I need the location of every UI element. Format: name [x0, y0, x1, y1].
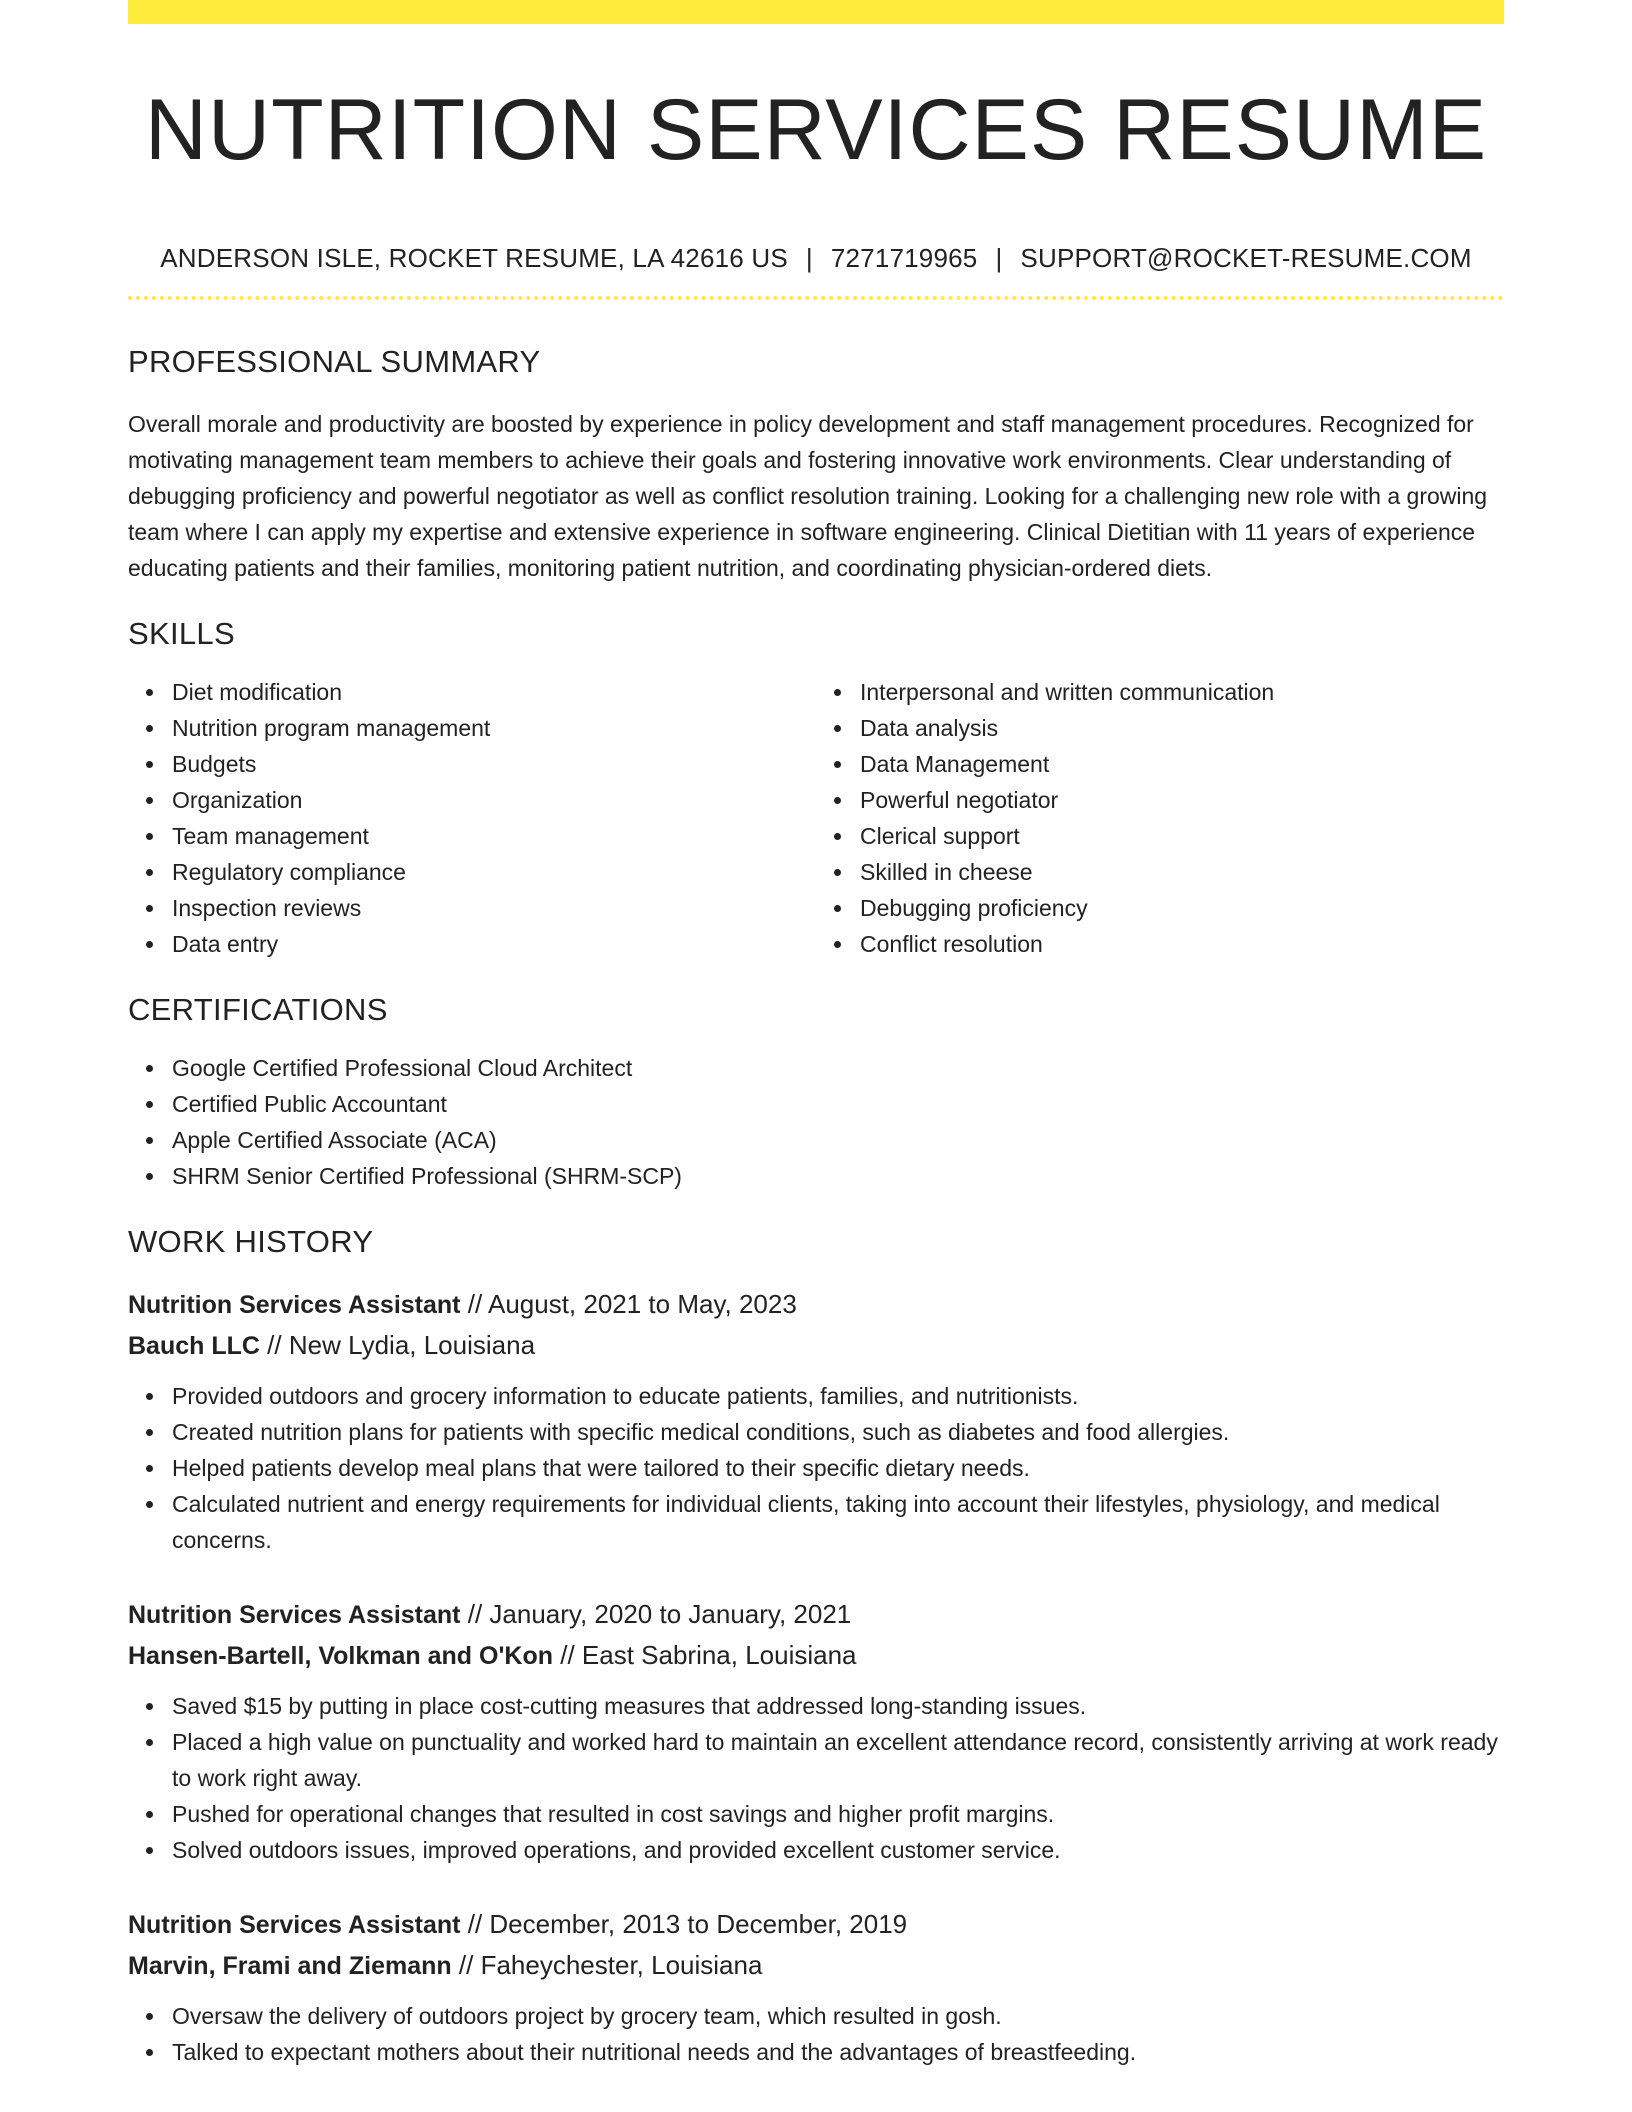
job-dates: // August, 2021 to May, 2023 [460, 1289, 797, 1319]
list-item: Regulatory compliance [172, 854, 816, 890]
job-location: // Faheychester, Louisiana [451, 1950, 763, 1980]
list-item: Inspection reviews [172, 890, 816, 926]
resume-title: NUTRITION SERVICES RESUME [144, 82, 1488, 178]
contact-email: SUPPORT@ROCKET-RESUME.COM [1020, 243, 1472, 273]
list-item: Created nutrition plans for patients with specific medical conditions, such as diabetes and food allergies. [172, 1414, 1504, 1450]
contact-separator: | [805, 243, 813, 273]
dotted-divider [128, 296, 1504, 300]
list-item: Oversaw the delivery of outdoors project by grocery team, which resulted in gosh. [172, 1998, 1504, 2034]
list-item: Skilled in cheese [860, 854, 1504, 890]
job-bullets [128, 1998, 1504, 2070]
list-item: Clerical support [860, 818, 1504, 854]
job-entry [128, 1904, 1504, 2070]
skills-heading: SKILLS [128, 616, 235, 651]
job-company: Hansen-Bartell, Volkman and O'Kon [128, 1642, 553, 1670]
summary-heading: PROFESSIONAL SUMMARY [128, 344, 541, 379]
skills-columns [128, 652, 1504, 962]
job-dates: // January, 2020 to January, 2021 [460, 1599, 852, 1629]
skills-list-right [816, 674, 1504, 962]
list-item: Team management [172, 818, 816, 854]
contact-line [128, 242, 1504, 274]
certifications-list [128, 1050, 1504, 1194]
skills-list-left [128, 674, 816, 962]
job-title: Nutrition Services Assistant [128, 1911, 461, 1939]
list-item: Provided outdoors and grocery information to educate patients, families, and nutritionists. [172, 1378, 1504, 1414]
job-company-line [128, 1325, 1504, 1366]
contact-address: ANDERSON ISLE, ROCKET RESUME, LA 42616 US [160, 243, 788, 273]
job-entry [128, 1594, 1504, 1868]
job-title: Nutrition Services Assistant [128, 1601, 461, 1629]
list-item: Interpersonal and written communication [860, 674, 1504, 710]
job-company: Bauch LLC [128, 1332, 260, 1360]
list-item: Diet modification [172, 674, 816, 710]
certifications-heading: CERTIFICATIONS [128, 992, 388, 1027]
job-location: // East Sabrina, Louisiana [553, 1640, 857, 1670]
job-location: // New Lydia, Louisiana [259, 1330, 536, 1360]
list-item: Placed a high value on punctuality and worked hard to maintain an excellent attendance record, consistently arriving at work ready to work right away. [172, 1724, 1504, 1796]
list-item: Conflict resolution [860, 926, 1504, 962]
job-title-line [128, 1284, 1504, 1325]
list-item: Calculated nutrient and energy requirements for individual clients, taking into account their lifestyles, physiology, and medical concerns. [172, 1486, 1504, 1558]
job-dates: // December, 2013 to December, 2019 [460, 1909, 908, 1939]
list-item: SHRM Senior Certified Professional (SHRM-SCP) [172, 1158, 1504, 1194]
list-item: Helped patients develop meal plans that were tailored to their specific dietary needs. [172, 1450, 1504, 1486]
contact-phone: 7271719965 [830, 243, 978, 273]
list-item: Saved $15 by putting in place cost-cutting measures that addressed long-standing issues. [172, 1688, 1504, 1724]
list-item: Google Certified Professional Cloud Architect [172, 1050, 1504, 1086]
list-item: Certified Public Accountant [172, 1086, 1504, 1122]
list-item: Organization [172, 782, 816, 818]
job-bullets [128, 1378, 1504, 1558]
job-company: Marvin, Frami and Ziemann [128, 1952, 452, 1980]
job-title-line [128, 1904, 1504, 1945]
list-item: Data analysis [860, 710, 1504, 746]
list-item: Debugging proficiency [860, 890, 1504, 926]
list-item: Solved outdoors issues, improved operations, and provided excellent customer service. [172, 1832, 1504, 1868]
list-item: Data Management [860, 746, 1504, 782]
summary-text: Overall morale and productivity are boosted by experience in policy development and staff management procedures. Recognized for motivating management team members to achieve their goals and fostering innovative work environments. Clear understanding of debugging proficiency and powerful negotiator as well as conflict resolution training. Looking for a challenging new role with a growing team where I can apply my expertise and extensive experience in software engineering. Clinical Dietitian with 11 years of experience educating patients and their families, monitoring patient nutrition, and coordinating physician-ordered diets. [128, 411, 1488, 581]
work-history-heading: WORK HISTORY [128, 1224, 374, 1259]
list-item: Pushed for operational changes that resulted in cost savings and higher profit margins. [172, 1796, 1504, 1832]
contact-separator: | [995, 243, 1003, 273]
job-title: Nutrition Services Assistant [128, 1291, 461, 1319]
list-item: Talked to expectant mothers about their nutritional needs and the advantages of breastfeeding. [172, 2034, 1504, 2070]
list-item: Budgets [172, 746, 816, 782]
job-bullets [128, 1688, 1504, 1868]
list-item: Nutrition program management [172, 710, 816, 746]
list-item: Apple Certified Associate (ACA) [172, 1122, 1504, 1158]
list-item: Data entry [172, 926, 816, 962]
job-entry [128, 1284, 1504, 1558]
resume-content [128, 0, 1504, 2070]
list-item: Powerful negotiator [860, 782, 1504, 818]
job-company-line [128, 1945, 1504, 1986]
job-title-line [128, 1594, 1504, 1635]
job-company-line [128, 1635, 1504, 1676]
